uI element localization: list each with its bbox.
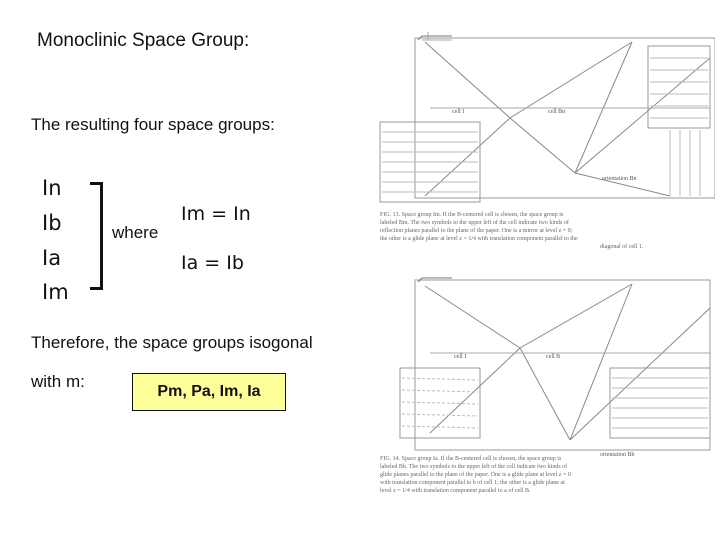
fig14-caption [380,455,571,494]
svg-text:glide planes parallel to the p: glide planes parallel to the plane of the paper. One is a glide plane at level z = 0 [380,472,571,478]
svg-text:labeled Bm. The two symbols t: labeled Bm. The two symbols to the upper left of the cell indicate two kinds of [380,220,569,226]
fig13-caption [380,211,644,250]
svg-text:FIG. 14. Space group Ia. If: FIG. 14. Space group Ia. If the B-centered cell is chosen, the space group is [380,456,562,462]
fig13-cell-label-1: cell 1 [452,109,466,115]
figure-14-diagram [400,278,710,450]
equivalence-equation-2: Ia = Ib [181,252,244,274]
svg-text:reflection planes parallel to: reflection planes parallel to the plane of the paper. One is a mirror at level z = 0; [380,228,573,234]
slide-subtitle: The resulting four space groups: [31,115,275,134]
fig14-cell-label-1: cell 1 [454,354,468,360]
fig14-orientation-label: orientation Bb [600,452,635,458]
equivalence-equation-1: Im = In [181,203,251,225]
svg-text:FIG. 13. Space group Im. If: FIG. 13. Space group Im. If the B-centered cell is chosen, the space group is [380,212,564,218]
svg-text:diagonal of cell 1.: diagonal of cell 1. [600,244,644,250]
svg-text:labeled Bb. The two symbols t: labeled Bb. The two symbols to the upper left of the cell indicate two kinds of [380,464,568,470]
where-label: where [112,223,159,242]
answer-box: Pm, Pa, Im, Ia [132,373,286,411]
figure-13-diagram [380,32,715,202]
space-group-figures [370,28,715,528]
fig13-orientation-label: orientation Bn [602,176,637,182]
svg-text:with translation component par: with translation component parallel to b of cell 1; the other is a glide plane at [380,480,565,486]
fig13-cell-label-2: cell Bn [548,109,566,115]
fig14-cell-label-2: cell B [546,354,561,360]
space-group-item: Ia [42,246,62,270]
space-group-item: Im [42,280,69,304]
slide-title: Monoclinic Space Group: [37,30,250,51]
conclusion-text: Therefore, the space groups isogonal [31,333,313,352]
space-group-item: Ib [42,211,62,235]
svg-text:the other is a glide plane at: the other is a glide plane at level z = 1/4 with translation component parallel to the [380,236,578,242]
conclusion-text-continued: with m: [31,372,85,391]
space-group-item: In [42,176,62,200]
group-bracket [90,182,103,290]
svg-text:level z = 1/4 with translation: level z = 1/4 with translation component parallel to a of cell B. [380,488,531,494]
